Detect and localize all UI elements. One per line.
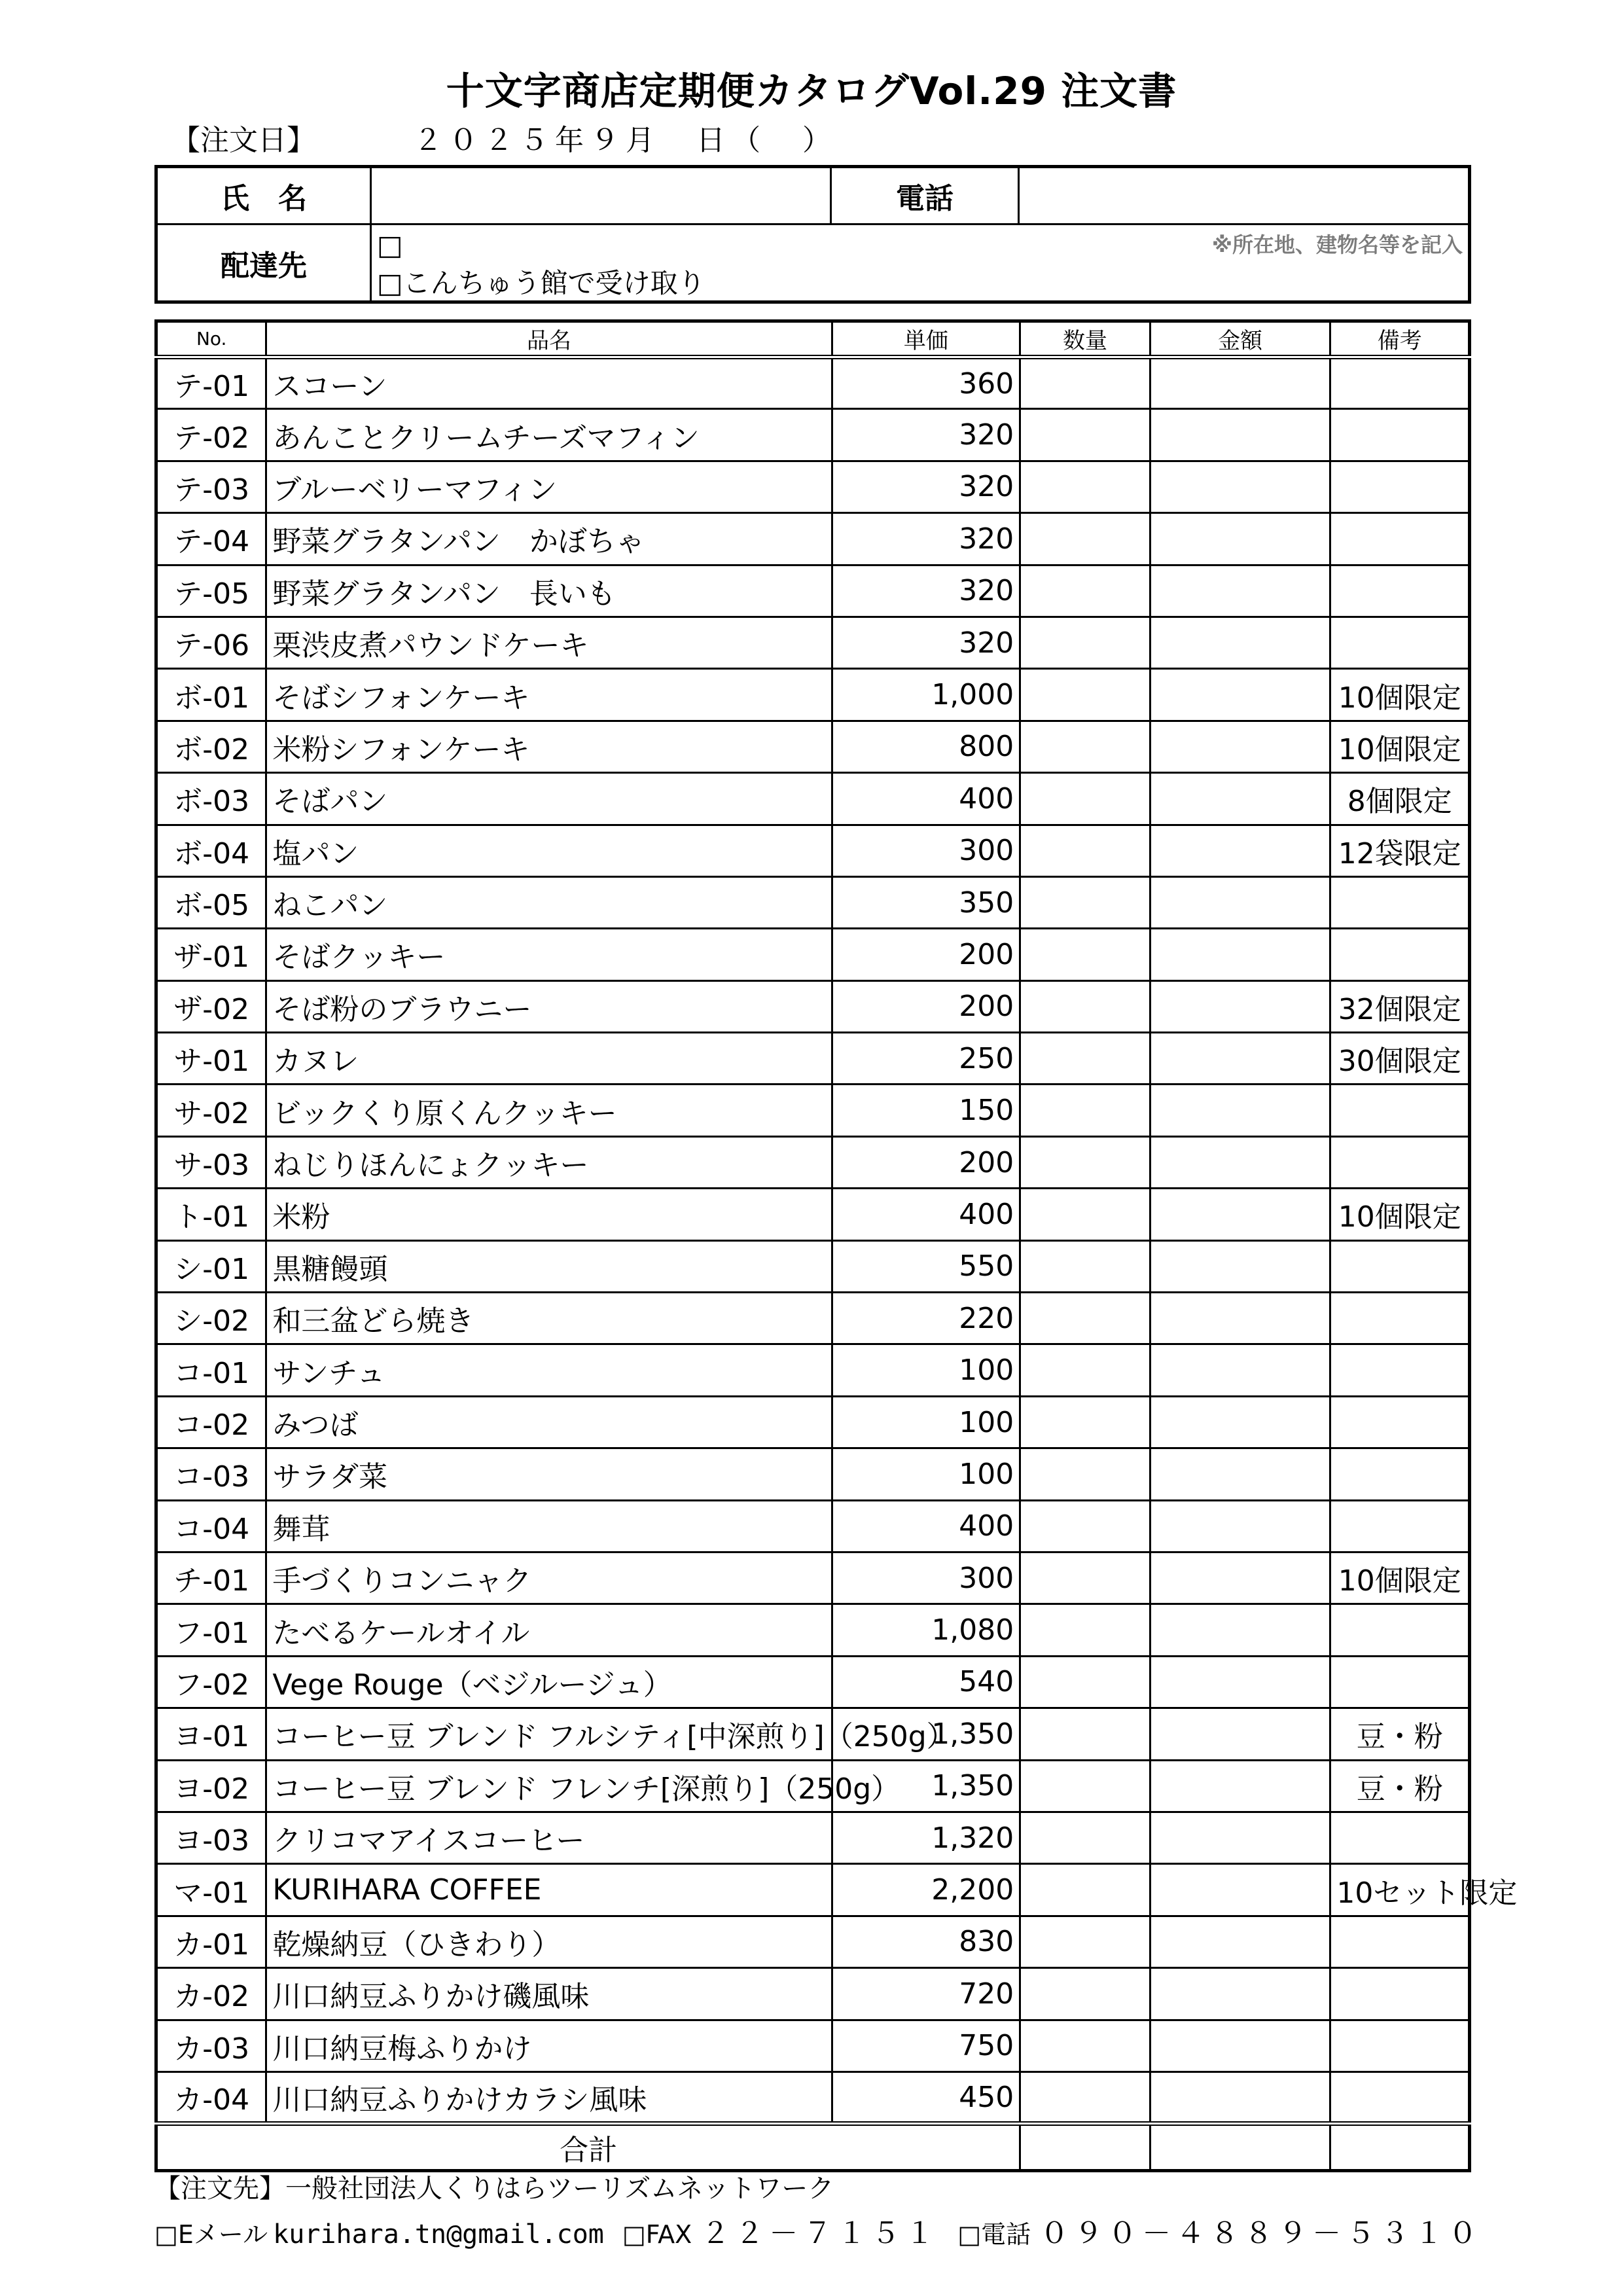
column-header-note: 備考 (1330, 321, 1470, 357)
item-code: ヨ-01 (156, 1708, 266, 1760)
item-note (1330, 1604, 1470, 1656)
item-name: そばクッキー (266, 929, 832, 980)
item-note (1330, 1085, 1470, 1136)
item-note (1330, 929, 1470, 980)
item-code: テ-04 (156, 513, 266, 565)
qty-cell[interactable] (1020, 1448, 1150, 1500)
item-code: ボ-02 (156, 721, 266, 772)
item-note (1330, 2072, 1470, 2123)
item-code: コ-02 (156, 1396, 266, 1448)
item-note: 10セット限定 (1330, 1864, 1470, 1916)
item-price: 100 (832, 1344, 1020, 1396)
item-price: 1,350 (832, 1708, 1020, 1760)
table-row (156, 617, 1470, 668)
table-row (156, 1136, 1470, 1188)
amount-cell[interactable] (1150, 513, 1330, 565)
item-price: 400 (832, 773, 1020, 825)
amount-cell[interactable] (1150, 1864, 1330, 1916)
name-field[interactable] (372, 168, 832, 225)
amount-cell[interactable] (1150, 1240, 1330, 1292)
total-note-cell (1330, 2124, 1470, 2171)
qty-cell[interactable] (1020, 1396, 1150, 1448)
item-note (1330, 1500, 1470, 1552)
item-name: 黒糖饅頭 (266, 1240, 832, 1292)
qty-cell[interactable] (1020, 1500, 1150, 1552)
item-name: 野菜グラタンパン 長いも (266, 565, 832, 617)
item-code: サ-03 (156, 1136, 266, 1188)
amount-cell[interactable] (1150, 1604, 1330, 1656)
amount-cell[interactable] (1150, 1396, 1330, 1448)
item-note: 10個限定 (1330, 721, 1470, 772)
item-name: サラダ菜 (266, 1448, 832, 1500)
amount-cell[interactable] (1150, 929, 1330, 980)
amount-cell[interactable] (1150, 669, 1330, 721)
item-name: ねこパン (266, 876, 832, 928)
qty-cell[interactable] (1020, 617, 1150, 668)
item-name: Vege Rouge（ベジルージュ） (266, 1656, 832, 1708)
item-price: 2,200 (832, 1864, 1020, 1916)
item-code: シ-01 (156, 1240, 266, 1292)
amount-cell[interactable] (1150, 1916, 1330, 1967)
item-price: 320 (832, 513, 1020, 565)
qty-cell[interactable] (1020, 929, 1150, 980)
contact-line (154, 2210, 1482, 2251)
item-name: 米粉 (266, 1189, 832, 1240)
amount-cell[interactable] (1150, 409, 1330, 461)
table-row (156, 1604, 1470, 1656)
item-note (1330, 2020, 1470, 2072)
amount-cell[interactable] (1150, 1708, 1330, 1760)
item-price: 100 (832, 1448, 1020, 1500)
item-code: テ-01 (156, 357, 266, 409)
item-price: 360 (832, 357, 1020, 409)
item-name: 栗渋皮煮パウンドケーキ (266, 617, 832, 668)
item-name: スコーン (266, 357, 832, 409)
qty-cell[interactable] (1020, 1189, 1150, 1240)
item-name: 川口納豆ふりかけカラシ風味 (266, 2072, 832, 2123)
table-row (156, 1864, 1470, 1916)
item-price: 200 (832, 980, 1020, 1032)
total-label: 合計 (156, 2124, 1020, 2171)
qty-cell[interactable] (1020, 1240, 1150, 1292)
qty-cell[interactable] (1020, 461, 1150, 512)
pickup-option[interactable]: □こんちゅう館で受け取り (377, 267, 705, 299)
amount-cell[interactable] (1150, 357, 1330, 409)
order-date-row (171, 118, 838, 157)
table-row (156, 1916, 1470, 1967)
qty-cell[interactable] (1020, 876, 1150, 928)
item-name: KURIHARA COFFEE (266, 1864, 832, 1916)
name-label: 氏 名 (158, 168, 372, 225)
item-note: 豆・粉 (1330, 1760, 1470, 1812)
item-note (1330, 357, 1470, 409)
qty-cell[interactable] (1020, 2020, 1150, 2072)
item-price: 1,350 (832, 1760, 1020, 1812)
item-price: 550 (832, 1240, 1020, 1292)
item-code: ヨ-03 (156, 1812, 266, 1863)
item-price: 750 (832, 2020, 1020, 2072)
item-code: ボ-05 (156, 876, 266, 928)
item-price: 400 (832, 1500, 1020, 1552)
item-code: ザ-01 (156, 929, 266, 980)
table-row (156, 565, 1470, 617)
amount-cell[interactable] (1150, 1812, 1330, 1863)
table-row (156, 929, 1470, 980)
phone-label: 電話 (832, 168, 1020, 225)
amount-cell[interactable] (1150, 565, 1330, 617)
phone-contact-label: □電話 (957, 2220, 1031, 2249)
item-price: 320 (832, 565, 1020, 617)
item-name: そばシフォンケーキ (266, 669, 832, 721)
item-price: 220 (832, 1293, 1020, 1344)
table-row (156, 461, 1470, 512)
column-header-no: No. (156, 321, 266, 357)
item-note (1330, 565, 1470, 617)
item-note (1330, 1916, 1470, 1967)
item-code: ヨ-02 (156, 1760, 266, 1812)
qty-cell[interactable] (1020, 1968, 1150, 2020)
item-note (1330, 1240, 1470, 1292)
item-price: 150 (832, 1085, 1020, 1136)
table-row (156, 1396, 1470, 1448)
item-note (1330, 1344, 1470, 1396)
item-code: カ-03 (156, 2020, 266, 2072)
item-price: 100 (832, 1396, 1020, 1448)
item-price: 200 (832, 1136, 1020, 1188)
item-name: カヌレ (266, 1033, 832, 1085)
item-name: 舞茸 (266, 1500, 832, 1552)
amount-cell[interactable] (1150, 1189, 1330, 1240)
table-row (156, 1085, 1470, 1136)
email-label: □Eメール (154, 2220, 268, 2249)
item-price: 830 (832, 1916, 1020, 1967)
amount-cell[interactable] (1150, 876, 1330, 928)
item-code: マ-01 (156, 1864, 266, 1916)
column-header-amount: 金額 (1150, 321, 1330, 357)
qty-cell[interactable] (1020, 1552, 1150, 1604)
item-code: カ-02 (156, 1968, 266, 2020)
item-code: コ-01 (156, 1344, 266, 1396)
item-price: 320 (832, 409, 1020, 461)
qty-cell[interactable] (1020, 1656, 1150, 1708)
qty-cell[interactable] (1020, 773, 1150, 825)
item-name: ビックくり原くんクッキー (266, 1085, 832, 1136)
item-price: 540 (832, 1656, 1020, 1708)
item-code: フ-02 (156, 1656, 266, 1708)
item-code: カ-01 (156, 1916, 266, 1967)
amount-cell[interactable] (1150, 617, 1330, 668)
total-row (156, 2124, 1470, 2171)
item-note (1330, 1396, 1470, 1448)
item-name: クリコマアイスコーヒー (266, 1812, 832, 1863)
item-note (1330, 1656, 1470, 1708)
order-date-label: 【注文日】 (171, 124, 315, 157)
item-name: 川口納豆ふりかけ磯風味 (266, 1968, 832, 2020)
item-note (1330, 876, 1470, 928)
qty-cell[interactable] (1020, 1916, 1150, 1967)
phone-field[interactable] (1020, 168, 1468, 225)
item-note: 12袋限定 (1330, 825, 1470, 876)
amount-cell[interactable] (1150, 1033, 1330, 1085)
fax-label: □FAX (622, 2220, 692, 2249)
table-row (156, 721, 1470, 772)
qty-cell[interactable] (1020, 2072, 1150, 2123)
item-price: 1,080 (832, 1604, 1020, 1656)
item-code: ト-01 (156, 1189, 266, 1240)
table-row (156, 1240, 1470, 1292)
total-qty-cell[interactable] (1020, 2124, 1150, 2171)
amount-cell[interactable] (1150, 1968, 1330, 2020)
item-note (1330, 1812, 1470, 1863)
qty-cell[interactable] (1020, 1760, 1150, 1812)
item-code: テ-05 (156, 565, 266, 617)
item-price: 320 (832, 461, 1020, 512)
table-row (156, 876, 1470, 928)
item-price: 320 (832, 617, 1020, 668)
amount-cell[interactable] (1150, 1500, 1330, 1552)
item-price: 1,000 (832, 669, 1020, 721)
item-price: 250 (832, 1033, 1020, 1085)
table-row (156, 2020, 1470, 2072)
address-note: ※所在地、建物名等を記入 (1211, 232, 1463, 257)
table-row (156, 1293, 1470, 1344)
item-price: 1,320 (832, 1812, 1020, 1863)
qty-cell[interactable] (1020, 1293, 1150, 1344)
qty-cell[interactable] (1020, 669, 1150, 721)
item-code: シ-02 (156, 1293, 266, 1344)
qty-cell[interactable] (1020, 1136, 1150, 1188)
item-code: テ-02 (156, 409, 266, 461)
item-name: みつば (266, 1396, 832, 1448)
item-note (1330, 1293, 1470, 1344)
order-items-table (154, 319, 1518, 2172)
qty-cell[interactable] (1020, 1812, 1150, 1863)
item-name: そばパン (266, 773, 832, 825)
item-price: 350 (832, 876, 1020, 928)
table-row (156, 1189, 1470, 1240)
item-note: 10個限定 (1330, 1189, 1470, 1240)
item-name: 和三盆どら焼き (266, 1293, 832, 1344)
item-price: 200 (832, 929, 1020, 980)
item-name: 塩パン (266, 825, 832, 876)
item-name: たべるケールオイル (266, 1604, 832, 1656)
amount-cell[interactable] (1150, 461, 1330, 512)
item-name: そば粉のブラウニー (266, 980, 832, 1032)
table-row (156, 1448, 1470, 1500)
item-name: コーヒー豆 ブレンド フレンチ[深煎り]（250g） (266, 1760, 832, 1812)
column-header-price: 単価 (832, 321, 1020, 357)
item-note (1330, 513, 1470, 565)
amount-cell[interactable] (1150, 2020, 1330, 2072)
item-name: ブルーベリーマフィン (266, 461, 832, 512)
amount-cell[interactable] (1150, 1344, 1330, 1396)
qty-cell[interactable] (1020, 513, 1150, 565)
item-note (1330, 1136, 1470, 1188)
table-row (156, 1708, 1470, 1760)
item-price: 720 (832, 1968, 1020, 2020)
table-row (156, 1033, 1470, 1085)
table-row (156, 1812, 1470, 1863)
order-to-line: 【注文先】一般社団法人くりはらツーリズムネットワーク (154, 2174, 834, 2204)
qty-cell[interactable] (1020, 1708, 1150, 1760)
item-note: 30個限定 (1330, 1033, 1470, 1085)
item-name: 手づくりコンニャク (266, 1552, 832, 1604)
table-row (156, 357, 1470, 409)
item-name: 川口納豆梅ふりかけ (266, 2020, 832, 2072)
table-row (156, 1760, 1470, 1812)
item-price: 300 (832, 1552, 1020, 1604)
item-name: 乾燥納豆（ひきわり） (266, 1916, 832, 1967)
table-header-row (156, 321, 1470, 357)
qty-cell[interactable] (1020, 721, 1150, 772)
item-note: 豆・粉 (1330, 1708, 1470, 1760)
item-name: 米粉シフォンケーキ (266, 721, 832, 772)
column-header-qty: 数量 (1020, 321, 1150, 357)
table-row (156, 409, 1470, 461)
amount-cell[interactable] (1150, 773, 1330, 825)
column-header-name: 品名 (266, 321, 832, 357)
amount-cell[interactable] (1150, 825, 1330, 876)
amount-cell[interactable] (1150, 1085, 1330, 1136)
page-title: 十文字商店定期便カタログVol.29 注文書 (446, 69, 1177, 113)
qty-cell[interactable] (1020, 1604, 1150, 1656)
item-note: 10個限定 (1330, 1552, 1470, 1604)
amount-cell[interactable] (1150, 2072, 1330, 2123)
item-note (1330, 1448, 1470, 1500)
item-code: テ-03 (156, 461, 266, 512)
item-note (1330, 461, 1470, 512)
item-code: ボ-04 (156, 825, 266, 876)
qty-cell[interactable] (1020, 825, 1150, 876)
table-row (156, 773, 1470, 825)
address-checkbox[interactable]: □ (377, 228, 403, 261)
qty-cell[interactable] (1020, 1085, 1150, 1136)
item-code: テ-06 (156, 617, 266, 668)
amount-cell[interactable] (1150, 980, 1330, 1032)
amount-cell[interactable] (1150, 1760, 1330, 1812)
amount-cell[interactable] (1150, 721, 1330, 772)
item-note (1330, 409, 1470, 461)
item-code: サ-01 (156, 1033, 266, 1085)
qty-cell[interactable] (1020, 357, 1150, 409)
item-price: 400 (832, 1189, 1020, 1240)
delivery-label: 配達先 (158, 225, 372, 300)
table-row (156, 980, 1470, 1032)
total-amount-cell[interactable] (1150, 2124, 1330, 2171)
item-code: コ-03 (156, 1448, 266, 1500)
item-note: 32個限定 (1330, 980, 1470, 1032)
amount-cell[interactable] (1150, 1552, 1330, 1604)
item-code: サ-02 (156, 1085, 266, 1136)
table-row (156, 1344, 1470, 1396)
item-name: コーヒー豆 ブレンド フルシティ[中深煎り]（250g） (266, 1708, 832, 1760)
qty-cell[interactable] (1020, 1033, 1150, 1085)
item-price: 450 (832, 2072, 1020, 2123)
table-row (156, 669, 1470, 721)
item-name: ねじりほんにょクッキー (266, 1136, 832, 1188)
item-code: ボ-01 (156, 669, 266, 721)
table-row (156, 513, 1470, 565)
item-note: 10個限定 (1330, 669, 1470, 721)
item-code: コ-04 (156, 1500, 266, 1552)
item-name: サンチュ (266, 1344, 832, 1396)
qty-cell[interactable] (1020, 980, 1150, 1032)
customer-info-box (154, 165, 1471, 304)
fax-number: ２２－７１５１ (701, 2217, 940, 2250)
item-note: 8個限定 (1330, 773, 1470, 825)
item-code: フ-01 (156, 1604, 266, 1656)
item-note (1330, 1968, 1470, 2020)
table-row (156, 825, 1470, 876)
qty-cell[interactable] (1020, 1864, 1150, 1916)
email-address[interactable]: kurihara.tn@gmail.com (273, 2219, 604, 2250)
item-code: チ-01 (156, 1552, 266, 1604)
item-price: 800 (832, 721, 1020, 772)
order-date-value[interactable]: ２０２５年９月 日（ ） (414, 124, 838, 157)
qty-cell[interactable] (1020, 565, 1150, 617)
amount-cell[interactable] (1150, 1656, 1330, 1708)
qty-cell[interactable] (1020, 1344, 1150, 1396)
item-code: ザ-02 (156, 980, 266, 1032)
table-row (156, 1500, 1470, 1552)
table-row (156, 2072, 1470, 2123)
amount-cell[interactable] (1150, 1448, 1330, 1500)
item-name: 野菜グラタンパン かぼちゃ (266, 513, 832, 565)
item-code: ボ-03 (156, 773, 266, 825)
qty-cell[interactable] (1020, 409, 1150, 461)
amount-cell[interactable] (1150, 1136, 1330, 1188)
item-code: カ-04 (156, 2072, 266, 2123)
table-row (156, 1656, 1470, 1708)
item-name: あんことクリームチーズマフィン (266, 409, 832, 461)
phone-number: ０９０－４８８９－５３１０ (1040, 2217, 1483, 2250)
table-row (156, 1552, 1470, 1604)
table-row (156, 1968, 1470, 2020)
amount-cell[interactable] (1150, 1293, 1330, 1344)
item-price: 300 (832, 825, 1020, 876)
item-note (1330, 617, 1470, 668)
